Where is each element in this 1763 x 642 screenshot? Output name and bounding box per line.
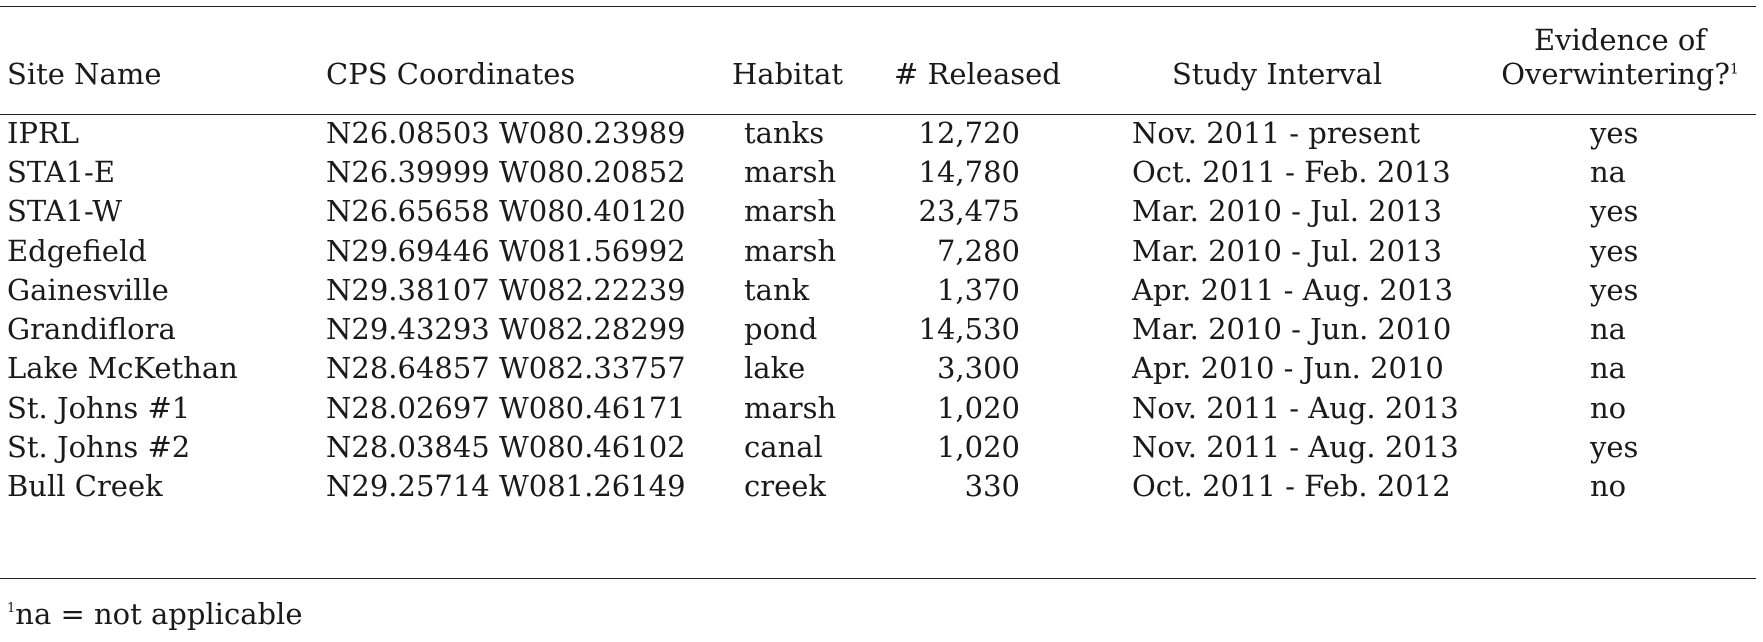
cell-habitat: pond bbox=[744, 312, 818, 346]
cell-released: 14,530 bbox=[918, 312, 1020, 346]
cell-interval: Mar. 2010 - Jun. 2010 bbox=[1132, 312, 1452, 346]
cell-evidence: no bbox=[1590, 391, 1627, 425]
cell-site: Edgefield bbox=[7, 234, 147, 268]
header-evidence-line1: Evidence of bbox=[1533, 23, 1707, 57]
header-evidence-line2 bbox=[1490, 58, 1750, 90]
cell-evidence: yes bbox=[1590, 234, 1639, 268]
cell-habitat: tanks bbox=[744, 116, 825, 150]
cell-evidence: na bbox=[1590, 312, 1626, 346]
cell-released: 23,475 bbox=[918, 194, 1020, 228]
cell-interval: Apr. 2011 - Aug. 2013 bbox=[1132, 273, 1454, 307]
cell-released: 14,780 bbox=[918, 155, 1020, 189]
cell-released: 1,020 bbox=[936, 391, 1020, 425]
cell-released: 7,280 bbox=[936, 234, 1020, 268]
cell-site: Gainesville bbox=[7, 273, 169, 307]
cell-habitat: lake bbox=[744, 351, 806, 385]
cell-interval: Oct. 2011 - Feb. 2012 bbox=[1132, 469, 1451, 503]
cell-interval: Oct. 2011 - Feb. 2013 bbox=[1132, 155, 1451, 189]
cell-site: St. Johns #1 bbox=[7, 391, 191, 425]
table-header-rule bbox=[0, 114, 1756, 115]
cell-site: Lake McKethan bbox=[7, 351, 238, 385]
cell-interval: Nov. 2011 - present bbox=[1132, 116, 1421, 150]
cell-released: 3,300 bbox=[936, 351, 1020, 385]
cell-released: 330 bbox=[964, 469, 1020, 503]
cell-evidence: yes bbox=[1590, 430, 1639, 464]
header-released: # Released bbox=[894, 57, 1061, 91]
cell-site: STA1-E bbox=[7, 155, 115, 189]
header-habitat: Habitat bbox=[732, 57, 844, 91]
header-evidence-text: Overwintering? bbox=[1501, 57, 1730, 91]
cell-evidence: yes bbox=[1590, 194, 1639, 228]
cell-coords: N29.25714 W081.26149 bbox=[326, 469, 686, 503]
cell-coords: N29.38107 W082.22239 bbox=[326, 273, 686, 307]
cell-site: IPRL bbox=[7, 116, 80, 150]
cell-interval: Mar. 2010 - Jul. 2013 bbox=[1132, 194, 1442, 228]
cell-habitat: marsh bbox=[744, 194, 837, 228]
cell-released: 1,020 bbox=[936, 430, 1020, 464]
cell-released: 12,720 bbox=[918, 116, 1020, 150]
cell-site: Bull Creek bbox=[7, 469, 163, 503]
footnote-mark: 1 bbox=[7, 601, 16, 616]
cell-interval: Nov. 2011 - Aug. 2013 bbox=[1132, 391, 1459, 425]
cell-coords: N29.69446 W081.56992 bbox=[326, 234, 686, 268]
table-bottom-rule bbox=[0, 578, 1756, 579]
cell-evidence: na bbox=[1590, 155, 1626, 189]
cell-habitat: marsh bbox=[744, 234, 837, 268]
cell-evidence: no bbox=[1590, 469, 1627, 503]
header-study-interval: Study Interval bbox=[1172, 57, 1383, 91]
cell-interval: Nov. 2011 - Aug. 2013 bbox=[1132, 430, 1459, 464]
header-site-name: Site Name bbox=[7, 57, 162, 91]
cell-coords: N28.03845 W080.46102 bbox=[326, 430, 686, 464]
cell-released: 1,370 bbox=[936, 273, 1020, 307]
cell-coords: N29.43293 W082.28299 bbox=[326, 312, 686, 346]
cell-habitat: marsh bbox=[744, 391, 837, 425]
header-footnote-mark: 1 bbox=[1729, 61, 1739, 78]
cell-evidence: na bbox=[1590, 351, 1626, 385]
cell-evidence: yes bbox=[1590, 116, 1639, 150]
header-coordinates: CPS Coordinates bbox=[326, 57, 576, 91]
cell-evidence: yes bbox=[1590, 273, 1639, 307]
cell-coords: N28.64857 W082.33757 bbox=[326, 351, 686, 385]
cell-coords: N28.02697 W080.46171 bbox=[326, 391, 686, 425]
table-top-rule bbox=[0, 6, 1756, 7]
cell-site: Grandiflora bbox=[7, 312, 176, 346]
cell-coords: N26.08503 W080.23989 bbox=[326, 116, 686, 150]
cell-habitat: creek bbox=[744, 469, 827, 503]
cell-habitat: tank bbox=[744, 273, 810, 307]
cell-habitat: marsh bbox=[744, 155, 837, 189]
cell-coords: N26.65658 W080.40120 bbox=[326, 194, 686, 228]
table-footnote bbox=[7, 598, 303, 630]
cell-site: STA1-W bbox=[7, 194, 123, 228]
cell-interval: Apr. 2010 - Jun. 2010 bbox=[1132, 351, 1444, 385]
footnote-text: na = not applicable bbox=[15, 597, 303, 631]
cell-site: St. Johns #2 bbox=[7, 430, 191, 464]
cell-coords: N26.39999 W080.20852 bbox=[326, 155, 686, 189]
cell-habitat: canal bbox=[744, 430, 823, 464]
cell-interval: Mar. 2010 - Jul. 2013 bbox=[1132, 234, 1442, 268]
